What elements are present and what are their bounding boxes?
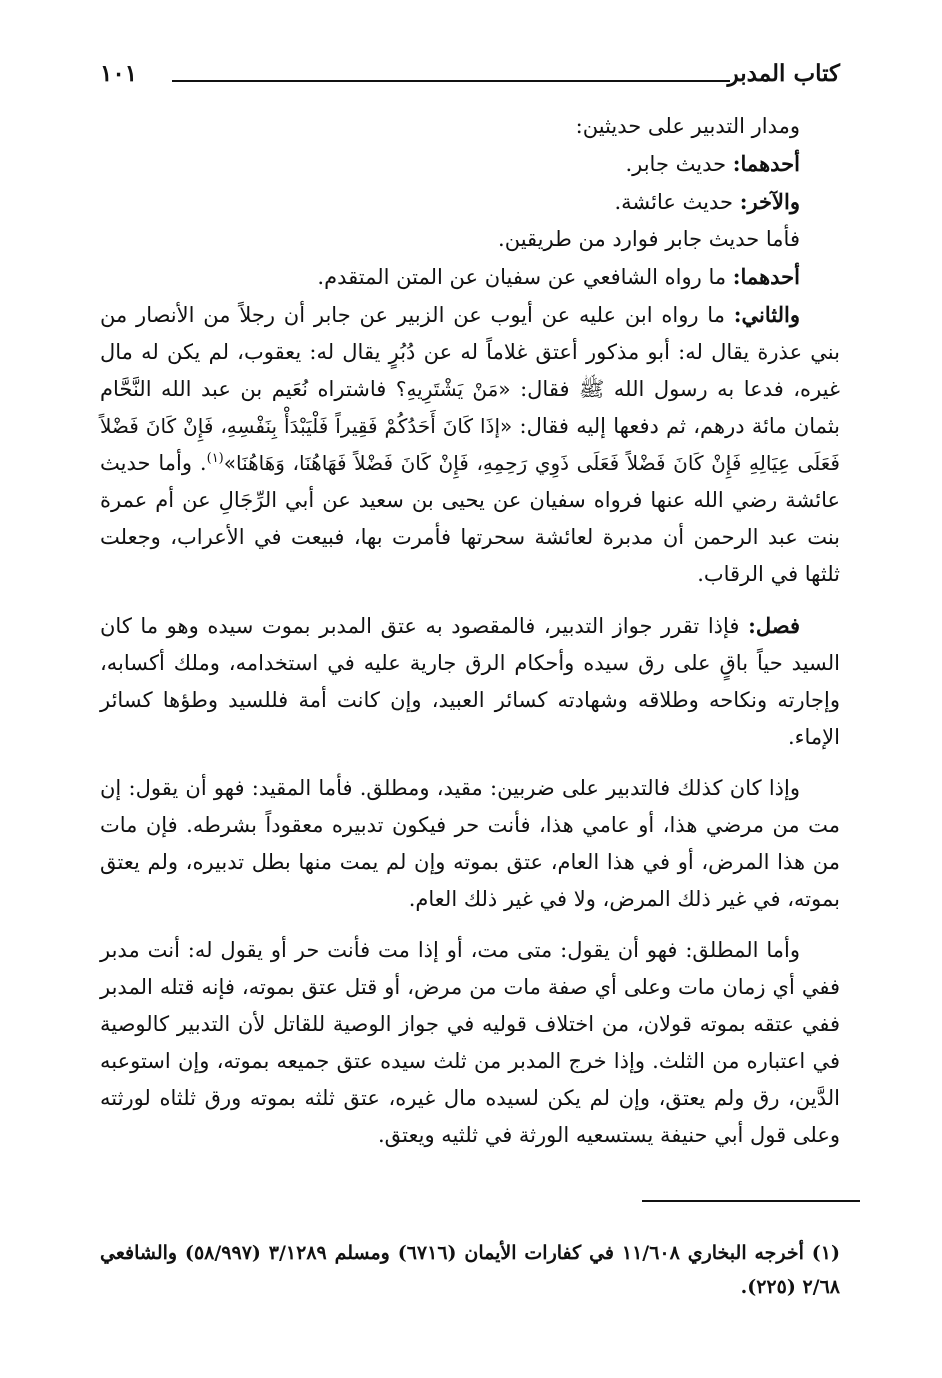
main-text <box>100 108 840 1154</box>
way-one <box>100 258 840 296</box>
way-one-text: ما رواه الشافعي عن سفيان عن المتن المتقدم. <box>317 265 727 289</box>
item-one-text: حديث جابر. <box>625 152 727 176</box>
item-two-text: حديث عائشة. <box>614 190 734 214</box>
way-two-text-b: فاشتراه نُعَيم بن عبد الله النَّحَّام بثمان مائة درهم، ثم دفعها إليه فقال: <box>100 377 840 438</box>
footnote-reference[interactable]: (١) <box>206 451 224 466</box>
hadith-quote-one: «مَنْ يَشْتَرِيهِ؟ <box>395 377 511 401</box>
way-two-paragraph <box>100 296 840 593</box>
header-rule <box>172 80 730 82</box>
way-two-text-a: ما رواه ابن عليه عن أيوب عن الزبير عن جابر أن رجلاً من الأنصار من بني عذرة يقال له: أبو مذكور أعتق غلاماً له عن دُبُرٍ يقال له: يعقوب، لم يكن له مال غيره، فدعا به رسول الله ﷺ فقال: <box>100 303 840 401</box>
running-header <box>100 58 840 98</box>
fasl-text: فإذا تقرر جواز التدبير، فالمقصود به عتق المدبر بموت سيده وهو ما كان السيد حياً باقٍ على رق سيده وأحكام الرق جارية عليه في استخدامه، وملك أكسابه، وإجارته ونكاحه وطلاقه وشهادته كسائر العبيد، وإن كانت أمة فللسيد وطؤها كسائر الإماء. <box>100 614 840 749</box>
running-title: كتاب المدبر <box>727 60 840 87</box>
fasl-heading: فصل: <box>748 613 800 638</box>
item-one <box>100 145 840 183</box>
way-one-lead: أحدهما: <box>732 264 800 289</box>
footnote-item: (١) أخرجه البخاري ١١/٦٠٨ في كفارات الأيمان (٦٧١٦) ومسلم ٣/١٢٨٩ (٥٨/٩٩٧) والشافعي ٢/٦٨ (٢٢٥). <box>100 1242 840 1298</box>
mutlaq-paragraph: وأما المطلق: فهو أن يقول: متى مت، أو إذا مت فأنت حر أو يقول له: أنت مدبر ففي أي زمان مات وعلى أي صفة مات من مرض، أو قتل عتق بموته، فإنه قتله المدبر ففي عتقه بموته قولان، من اختلاف قوليه في جواز الوصية للقاتل لأن التدبير كالوصية في اعتباره من الثلث. وإذا خرج المدبر من ثلث سيده عتق جميعه بموته، وإن استوعبه الدَّين، رق ولم يعتق، وإن لم يكن لسيده مال غيره، عتق ثلثه بموته ورق ثلثاه لورثته وعلى قول أبي حنيفة يستسعيه الورثة في ثلثيه ويعتق. <box>100 938 840 1147</box>
way-two-lead: والثاني: <box>733 302 800 327</box>
jabir-intro: فأما حديث جابر فوارد من طريقين. <box>498 227 800 251</box>
fasl-paragraph <box>100 607 840 756</box>
item-two <box>100 183 840 221</box>
hadith-quote-two: «إذَا كَانَ أَحَدُكُمْ فَقِيراً فَلْيَبْدَأْ بِنَفْسِهِ، فَإِنْ كَانَ فَضْلاً فَعَلَى عِيَالِهِ فَإِنْ كَانَ فَضْلاً فَعَلَى ذَوِي رَحِمِهِ، فَإِنْ كَانَ فَضْلاً فَهَاهُنَا، وَهَاهُنَا» <box>100 414 840 475</box>
way-two-text-c: . وأما حديث عائشة رضي الله عنها فرواه سفيان عن يحيى بن سعيد عن أبي الرِّجَالِ عن أم عمرة بنت عبد الرحمن أن مدبرة لعائشة سحرتها فأمرت بها، فبيعت في الأعراب، وجعلت ثلثها في الرقاب. <box>100 451 840 586</box>
intro-paragraph: ومدار التدبير على حديثين: <box>575 114 800 138</box>
muqayyad-paragraph: وإذا كان كذلك فالتدبير على ضربين: مقيد، ومطلق. فأما المقيد: فهو أن يقول: إن مت من مرضي هذا، أو عامي هذا، فأنت حر فيكون تدبيره معقوداً بشرطه. فإن مات من هذا المرض، أو في هذا العام، عتق بموته وإن لم يمت منها بطل تدبيره، ولم يعتق بموته، في غير ذلك المرض، ولا في غير ذلك العام. <box>100 776 840 911</box>
page-number: ١٠١ <box>100 60 138 87</box>
footnote-separator <box>642 1200 860 1202</box>
item-one-lead: أحدهما: <box>732 151 800 176</box>
item-two-lead: والآخر: <box>739 189 800 214</box>
footnotes <box>100 1236 840 1304</box>
